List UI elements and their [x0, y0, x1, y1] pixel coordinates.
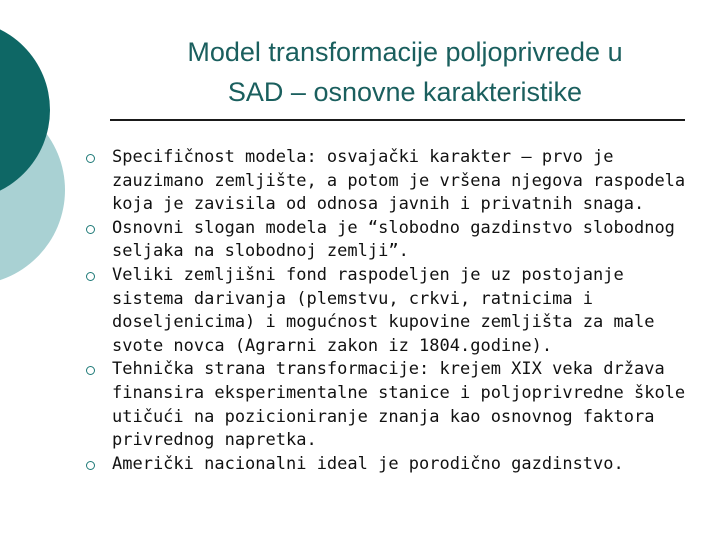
bullet-text: Specifičnost modela: osvajački karakter – prvo je zauzimano zemljište, a potom je vršena njegova raspodela koja je zavisila od odnosa javnih i privatnih snaga. [112, 147, 686, 215]
bullet-text: Veliki zemljišni fond raspodeljen je uz postojanje sistema darivanja (plemstvu, crkvi, ratnicima i doseljenicima) i mogućnost kupovine zemljišta za male svote novca (Agrarni zakon iz 1804.godine). [112, 264, 655, 356]
title-divider [110, 119, 685, 121]
slide-title [110, 32, 700, 112]
bullet-list [78, 146, 698, 476]
slide-title-line-1: Model transformacije poljoprivrede u [187, 37, 623, 67]
bullet-item [78, 264, 698, 358]
circle-bullet-icon [86, 366, 95, 375]
circle-bullet-icon [86, 154, 95, 163]
circle-bullet-icon [86, 461, 95, 470]
bullet-item [78, 453, 698, 477]
bullet-text: Osnovni slogan modela je “slobodno gazdinstvo slobodnog seljaka na slobodnoj zemlji”. [112, 217, 675, 262]
circle-bullet-icon [86, 272, 95, 281]
bullet-item [78, 146, 698, 217]
dark-teal-circle [0, 20, 50, 200]
bullet-item [78, 358, 698, 452]
slide-title-line-2: SAD – osnovne karakteristike [227, 77, 583, 107]
light-teal-circle [0, 95, 65, 285]
bullet-item [78, 217, 698, 264]
circle-bullet-icon [86, 225, 95, 234]
bullet-text: Tehnička strana transformacije: krejem XIX veka država finansira eksperimentalne stanice i poljoprivredne škole utičući na pozicioniranje znanja kao osnovnog faktora privrednog napretka. [112, 359, 686, 451]
bullet-text: Američki nacionalni ideal je porodično gazdinstvo. [112, 453, 624, 474]
